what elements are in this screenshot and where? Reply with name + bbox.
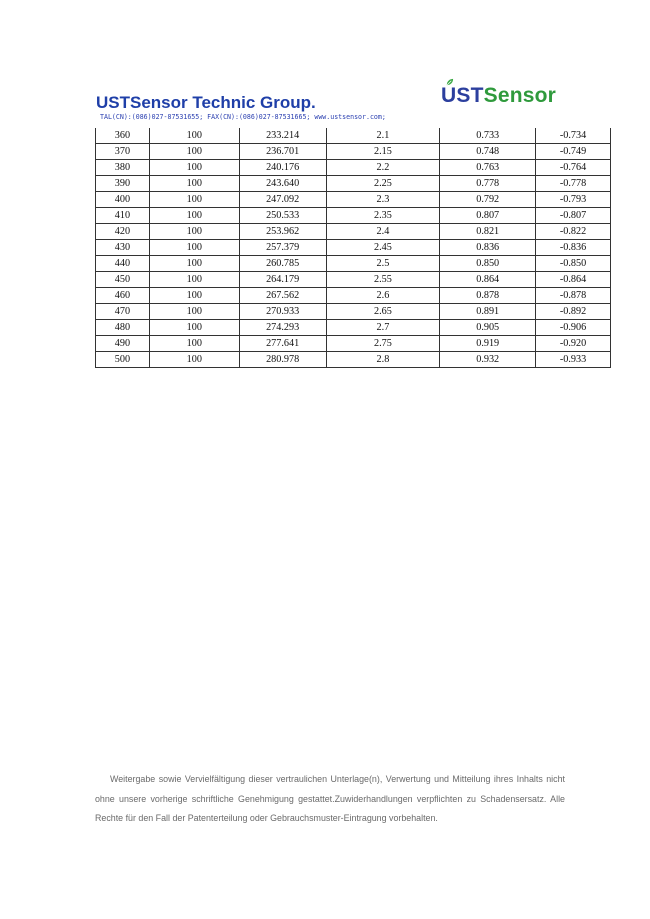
table-cell: 360 xyxy=(96,128,150,144)
table-cell: 100 xyxy=(149,224,239,240)
table-cell: 2.7 xyxy=(326,320,440,336)
table-cell: -0.793 xyxy=(536,192,611,208)
table-cell: 236.701 xyxy=(239,144,326,160)
table-cell: 233.214 xyxy=(239,128,326,144)
table-cell: 2.35 xyxy=(326,208,440,224)
table-cell: 100 xyxy=(149,144,239,160)
table-cell: 2.15 xyxy=(326,144,440,160)
table-cell: 100 xyxy=(149,304,239,320)
table-cell: 100 xyxy=(149,192,239,208)
table-cell: 2.6 xyxy=(326,288,440,304)
table-cell: 100 xyxy=(149,352,239,368)
table-cell: 0.919 xyxy=(440,336,536,352)
table-cell: -0.933 xyxy=(536,352,611,368)
table-cell: 100 xyxy=(149,176,239,192)
table-cell: 500 xyxy=(96,352,150,368)
logo-ust: UST xyxy=(441,84,484,107)
table-row xyxy=(96,160,611,176)
table-cell: 270.933 xyxy=(239,304,326,320)
table-cell: -0.878 xyxy=(536,288,611,304)
table-cell: 2.2 xyxy=(326,160,440,176)
table-cell: -0.749 xyxy=(536,144,611,160)
logo-sensor: Sensor xyxy=(483,84,557,107)
table-cell: 100 xyxy=(149,240,239,256)
table-row xyxy=(96,144,611,160)
table-cell: 100 xyxy=(149,256,239,272)
table-row xyxy=(96,304,611,320)
table-cell: -0.822 xyxy=(536,224,611,240)
table-cell: 0.792 xyxy=(440,192,536,208)
table-row xyxy=(96,208,611,224)
table-cell: 100 xyxy=(149,128,239,144)
table-cell: 430 xyxy=(96,240,150,256)
table-cell: 370 xyxy=(96,144,150,160)
table-cell: 2.55 xyxy=(326,272,440,288)
table-cell: 0.763 xyxy=(440,160,536,176)
table-cell: 380 xyxy=(96,160,150,176)
table-cell: 390 xyxy=(96,176,150,192)
table-cell: 247.092 xyxy=(239,192,326,208)
table-cell: 450 xyxy=(96,272,150,288)
table-cell: 280.978 xyxy=(239,352,326,368)
table-row xyxy=(96,288,611,304)
table-row xyxy=(96,128,611,144)
table-cell: 253.962 xyxy=(239,224,326,240)
table-cell: 277.641 xyxy=(239,336,326,352)
table-cell: 490 xyxy=(96,336,150,352)
table-cell: 267.562 xyxy=(239,288,326,304)
table-cell: 2.45 xyxy=(326,240,440,256)
table-cell: 0.864 xyxy=(440,272,536,288)
table-cell: 0.807 xyxy=(440,208,536,224)
table-cell: 100 xyxy=(149,208,239,224)
table-body xyxy=(96,128,611,368)
table-cell: 2.25 xyxy=(326,176,440,192)
table-cell: 0.733 xyxy=(440,128,536,144)
table-row xyxy=(96,256,611,272)
table-cell: 0.836 xyxy=(440,240,536,256)
table-cell: 420 xyxy=(96,224,150,240)
table-cell: -0.850 xyxy=(536,256,611,272)
table-cell: 100 xyxy=(149,272,239,288)
table-cell: 0.891 xyxy=(440,304,536,320)
table-row xyxy=(96,320,611,336)
table-cell: 240.176 xyxy=(239,160,326,176)
table-cell: 100 xyxy=(149,336,239,352)
table-cell: 400 xyxy=(96,192,150,208)
table-cell: 0.821 xyxy=(440,224,536,240)
table-cell: -0.764 xyxy=(536,160,611,176)
table-cell: 440 xyxy=(96,256,150,272)
table-cell: 2.8 xyxy=(326,352,440,368)
table-cell: 100 xyxy=(149,320,239,336)
table-row xyxy=(96,240,611,256)
contact-line: TAL(CN):(086)027-87531655; FAX(CN):(086)027-87531665; www.ustsensor.com; xyxy=(100,113,386,121)
table-cell: 0.905 xyxy=(440,320,536,336)
table-cell: 250.533 xyxy=(239,208,326,224)
table-cell: 100 xyxy=(149,160,239,176)
table-cell: 460 xyxy=(96,288,150,304)
table-cell: -0.864 xyxy=(536,272,611,288)
table-row xyxy=(96,192,611,208)
table-cell: 480 xyxy=(96,320,150,336)
company-title: USTSensor Technic Group. xyxy=(96,93,316,112)
table-cell: 410 xyxy=(96,208,150,224)
table-cell: -0.807 xyxy=(536,208,611,224)
table-cell: 100 xyxy=(149,288,239,304)
ustsensor-logo xyxy=(441,80,557,108)
table-cell: 274.293 xyxy=(239,320,326,336)
table-cell: 2.4 xyxy=(326,224,440,240)
table-cell: -0.906 xyxy=(536,320,611,336)
table-cell: 2.5 xyxy=(326,256,440,272)
table-cell: 2.3 xyxy=(326,192,440,208)
table-cell: 2.75 xyxy=(326,336,440,352)
table-cell: -0.836 xyxy=(536,240,611,256)
confidentiality-notice: Weitergabe sowie Vervielfältigung dieser vertraulichen Unterlage(n), Verwertung und Mitteilung ihres Inhalts nicht ohne unsere vorherige schriftliche Genehmigung gestattet.Zuwiderhandlungen verpflichten zu Schadensersatz. Alle Rechte für den Fall der Patenterteilung oder Gebrauchsmuster-Eintragung vorbehalten. xyxy=(95,774,565,823)
table-cell: 0.932 xyxy=(440,352,536,368)
table-cell: 257.379 xyxy=(239,240,326,256)
table-row xyxy=(96,176,611,192)
table-cell: 470 xyxy=(96,304,150,320)
table-cell: 2.65 xyxy=(326,304,440,320)
table-cell: -0.734 xyxy=(536,128,611,144)
table-cell: -0.778 xyxy=(536,176,611,192)
table-row xyxy=(96,272,611,288)
table-row xyxy=(96,336,611,352)
table-row xyxy=(96,352,611,368)
table-cell: 0.748 xyxy=(440,144,536,160)
table-cell: 264.179 xyxy=(239,272,326,288)
logo-wordmark xyxy=(441,84,556,108)
table-cell: 2.1 xyxy=(326,128,440,144)
table-cell: 0.778 xyxy=(440,176,536,192)
table-cell: -0.892 xyxy=(536,304,611,320)
table-cell: 0.850 xyxy=(440,256,536,272)
table-cell: -0.920 xyxy=(536,336,611,352)
table-cell: 260.785 xyxy=(239,256,326,272)
table-cell: 243.640 xyxy=(239,176,326,192)
table-row xyxy=(96,224,611,240)
data-table xyxy=(95,128,611,368)
table-cell: 0.878 xyxy=(440,288,536,304)
